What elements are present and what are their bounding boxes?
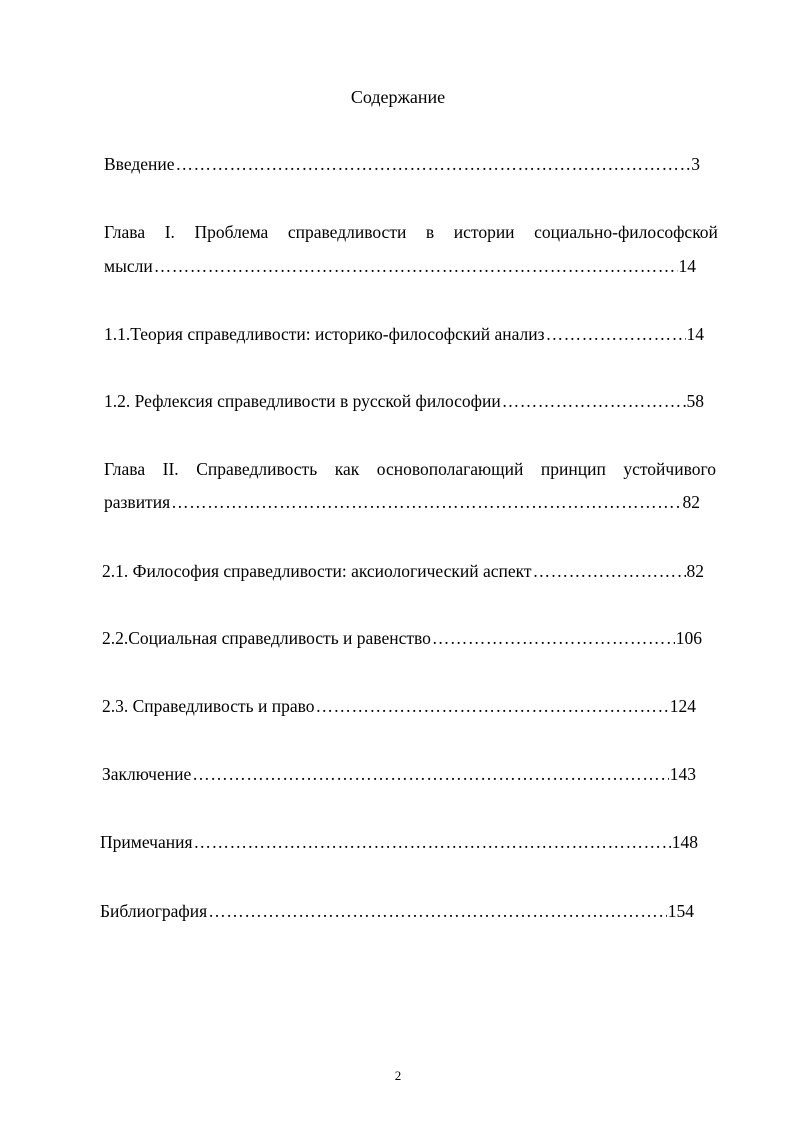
toc-chapter-heading-line [104, 221, 718, 243]
toc-page-ref: 106 [675, 628, 702, 648]
toc-label: развития [104, 492, 171, 512]
heading-word: Глава [104, 222, 146, 242]
toc-label: 1.1.Теория справедливости: историко-философский анализ [104, 324, 545, 344]
toc-chapter-heading-line [104, 458, 716, 480]
heading-word: устойчивого [623, 459, 716, 479]
page-number: 2 [394, 1068, 402, 1083]
toc-entry-conclusion[interactable] [102, 763, 696, 785]
heading-word: II. [162, 459, 179, 479]
toc-page-ref: 58 [686, 391, 704, 411]
toc-entry-chapter-2-continuation[interactable] [104, 491, 700, 513]
toc-page-ref: 14 [678, 256, 696, 276]
toc-page-ref: 154 [667, 901, 694, 921]
dot-leader [316, 695, 669, 717]
toc-entry-notes[interactable] [100, 831, 698, 853]
toc-label: Библиография [100, 901, 208, 921]
dot-leader [208, 900, 667, 922]
heading-word: в [425, 222, 435, 242]
toc-entry-chapter-1[interactable] [104, 221, 718, 243]
dot-leader [194, 831, 671, 853]
toc-entry-introduction[interactable] [104, 153, 700, 175]
toc-label: 1.2. Рефлексия справедливости в русской философии [104, 391, 501, 411]
toc-label: 2.1. Философия справедливости: аксиологический аспект [102, 561, 532, 581]
heading-word: истории [453, 222, 515, 242]
heading-word: Справедливость [196, 459, 318, 479]
dot-leader [176, 153, 691, 175]
toc-entry-section-1-1[interactable] [104, 323, 704, 345]
heading-word: Проблема [194, 222, 269, 242]
toc-page-ref: 124 [669, 696, 696, 716]
dot-leader [154, 255, 678, 277]
toc-entry-section-1-2[interactable] [104, 390, 704, 412]
dot-leader [432, 627, 675, 649]
heading-word: основополагающий [376, 459, 524, 479]
toc-entry-section-2-2[interactable] [102, 627, 702, 649]
page-title: Содержание [350, 87, 446, 107]
toc-entry-chapter-2[interactable] [104, 458, 716, 480]
dot-leader [192, 763, 669, 785]
toc-entry-bibliography[interactable] [100, 900, 694, 922]
dot-leader [171, 491, 681, 513]
toc-page-ref: 143 [669, 764, 696, 784]
dot-leader [533, 560, 686, 582]
toc-entry-section-2-3[interactable] [102, 695, 696, 717]
heading-word: Глава [104, 459, 146, 479]
toc-label: Примечания [100, 832, 193, 852]
toc-entry-section-2-1[interactable] [102, 560, 704, 582]
toc-page-ref: 14 [686, 324, 704, 344]
toc-label: Заключение [102, 764, 192, 784]
toc-page-ref: 148 [671, 832, 698, 852]
heading-word: I. [164, 222, 175, 242]
toc-entry-chapter-1-continuation[interactable] [104, 255, 696, 277]
toc-label: 2.3. Справедливость и право [102, 696, 315, 716]
heading-word: как [334, 459, 360, 479]
heading-word: справедливости [287, 222, 407, 242]
toc-label: Введение [104, 154, 175, 174]
toc-label: мысли [104, 256, 153, 276]
toc-page-ref: 82 [682, 492, 700, 512]
dot-leader [502, 390, 686, 412]
heading-word: социально-философской [534, 222, 718, 242]
toc-page-ref: 3 [691, 154, 700, 174]
dot-leader [546, 323, 686, 345]
heading-word: принцип [540, 459, 606, 479]
toc-page-ref: 82 [686, 561, 704, 581]
toc-label: 2.2.Социальная справедливость и равенство [102, 628, 431, 648]
